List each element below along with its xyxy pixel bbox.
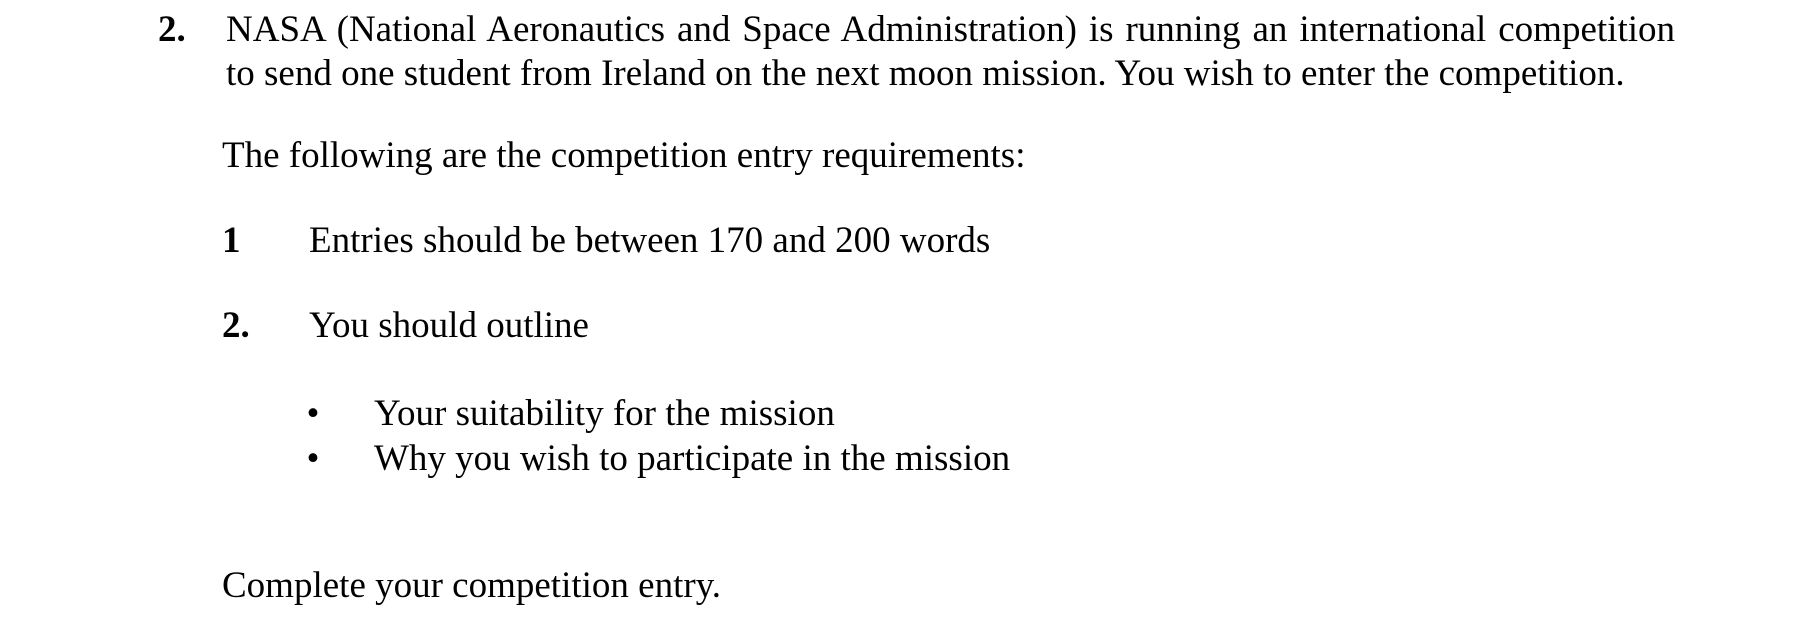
requirements-intro: The following are the competition entry requirements: <box>222 135 1026 176</box>
question-prompt <box>226 8 1726 96</box>
question-number: 2. <box>158 9 186 50</box>
requirement-number: 1 <box>222 220 241 261</box>
bullet-item-text: Why you wish to participate in the mission <box>374 438 1011 479</box>
bullet-icon: • <box>306 393 320 434</box>
requirement-number: 2. <box>222 305 250 346</box>
question-prompt-line: to send one student from Ireland on the next moon mission. You wish to enter the competition. <box>226 53 1625 94</box>
requirement-text: You should outline <box>309 305 589 346</box>
bullet-item-text: Your suitability for the mission <box>374 393 835 434</box>
bullet-icon: • <box>306 438 320 479</box>
closing-instruction: Complete your competition entry. <box>222 565 722 606</box>
requirement-text: Entries should be between 170 and 200 words <box>309 220 991 261</box>
question-prompt-line: NASA (National Aeronautics and Space Administration) is running an international competition <box>226 9 1675 50</box>
